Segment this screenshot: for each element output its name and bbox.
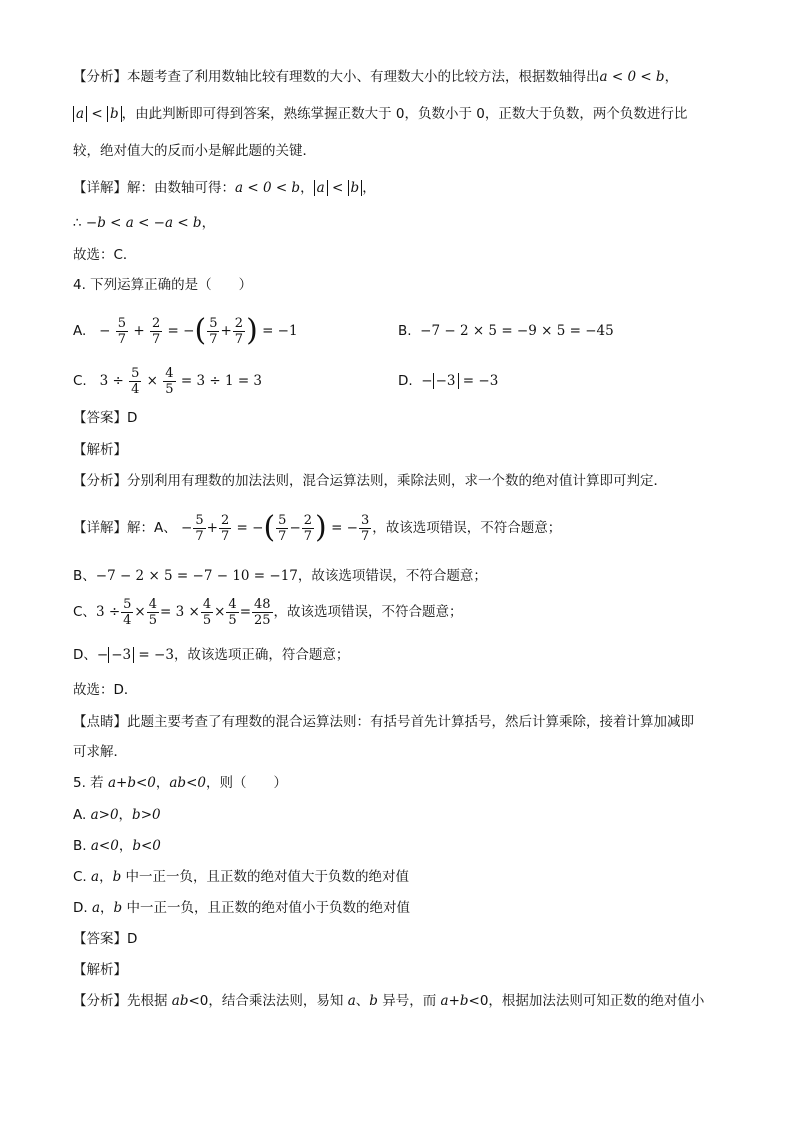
q5-option-c: C. a，b 中一正一负，且正数的绝对值大于负数的绝对值 bbox=[73, 869, 410, 885]
fraction: $\frac{5}{7}$ bbox=[195, 512, 204, 544]
q4-option-d: D. − −3 = −3 bbox=[398, 373, 499, 389]
fraction: $\frac{48}{25}$ bbox=[254, 596, 271, 628]
q5-analysis-label: 【解析】 bbox=[73, 962, 127, 978]
q4-detail-a: 【详解】解：A、 − $\frac{5}{7}$ + $\frac{2}{7}$ = −( $\frac{5}{7}$ − $\frac{2}{7}$ ) = − $\frac{3}{7}$ ，故该选项错误，不符合题意； bbox=[73, 510, 562, 545]
fraction: $\frac{5}{7}$ bbox=[117, 315, 127, 347]
q5-fenxi: 【分析】先根据 ab<0，结合乘法法则，易知 a、b 异号，而 a+b<0，根据加法法则可知正数的绝对值小 bbox=[73, 993, 705, 1009]
therefore-line: ∴ −b < a < −a < b， bbox=[73, 215, 216, 231]
fraction: $\frac{3}{7}$ bbox=[360, 512, 370, 544]
analysis-paragraph-line-1: 【分析】本题考查了利用数轴比较有理数的大小、有理数大小的比较方法，根据数轴得出a < 0 < b， bbox=[73, 69, 679, 85]
q4-choose: 故选：D． bbox=[73, 682, 138, 698]
q4-option-a: A. − $\frac{5}{7}$ + $\frac{2}{7}$ = −( $\frac{5}{7}$ + $\frac{2}{7}$ ) = −1 bbox=[73, 313, 298, 348]
fraction: $\frac{4}{5}$ bbox=[165, 365, 174, 397]
q4-answer: 【答案】D bbox=[73, 410, 138, 426]
fraction: $\frac{2}{7}$ bbox=[234, 315, 244, 347]
fraction: $\frac{4}{5}$ bbox=[148, 596, 158, 628]
q4-dianjing-line-2: 可求解． bbox=[73, 744, 127, 760]
fraction: $\frac{4}{5}$ bbox=[202, 596, 212, 628]
fraction: $\frac{5}{7}$ bbox=[278, 512, 287, 544]
fraction: $\frac{5}{4}$ bbox=[131, 365, 140, 397]
q5-answer: 【答案】D bbox=[73, 931, 138, 947]
choose-line: 故选：C． bbox=[73, 247, 137, 263]
question-5-stem: 5. 若 a+b<0，ab<0，则（ ） bbox=[73, 775, 287, 791]
q5-option-a: A. a>0，b>0 bbox=[73, 807, 161, 823]
q5-option-b: B. a<0，b<0 bbox=[73, 838, 161, 854]
q4-detail-b: B、−7 − 2 × 5 = −7 − 10 = −17，故该选项错误，不符合题意； bbox=[73, 568, 487, 584]
q4-detail-d: D、− −3 = −3，故该选项正确，符合题意； bbox=[73, 647, 350, 663]
fraction: $\frac{2}{7}$ bbox=[220, 512, 230, 544]
fraction: $\frac{5}{7}$ bbox=[209, 315, 218, 347]
q4-analysis-label: 【解析】 bbox=[73, 442, 127, 458]
q5-option-d: D. a，b 中一正一负，且正数的绝对值小于负数的绝对值 bbox=[73, 900, 410, 916]
q4-option-b: B. −7 − 2 × 5 = −9 × 5 = −45 bbox=[398, 323, 614, 339]
analysis-paragraph-line-2: a < b ，由此判断即可得到答案，熟练掌握正数大于 0，负数小于 0，正数大于负数，两个负数进行比 bbox=[73, 103, 687, 125]
question-4-stem: 4. 下列运算正确的是（ ） bbox=[73, 277, 253, 293]
fraction: $\frac{2}{7}$ bbox=[151, 315, 161, 347]
q4-detail-c: C、3 ÷ $\frac{5}{4}$ × $\frac{4}{5}$ = 3 × $\frac{4}{5}$ × $\frac{4}{5}$ = $\frac{48}{25}$ ，故该选项错误，不符合题意； bbox=[73, 596, 463, 628]
q4-option-c: C. 3 ÷ $\frac{5}{4}$ × $\frac{4}{5}$ = 3 ÷ 1 = 3 bbox=[73, 365, 263, 397]
fraction: $\frac{4}{5}$ bbox=[228, 596, 237, 628]
q4-dianjing-line-1: 【点睛】此题主要考查了有理数的混合运算法则：有括号首先计算括号，然后计算乘除，接着计算加减即 bbox=[73, 714, 694, 730]
fraction: $\frac{2}{7}$ bbox=[303, 512, 313, 544]
q4-fenxi: 【分析】分别利用有理数的加法法则，混合运算法则，乘除法则，求一个数的绝对值计算即可判定． bbox=[73, 473, 667, 489]
analysis-paragraph-line-3: 较，绝对值大的反而小是解此题的关键． bbox=[73, 143, 316, 159]
fraction: $\frac{5}{4}$ bbox=[123, 596, 132, 628]
detail-line: 【详解】解：由数轴可得：a < 0 < b， a < b ， bbox=[73, 180, 376, 196]
